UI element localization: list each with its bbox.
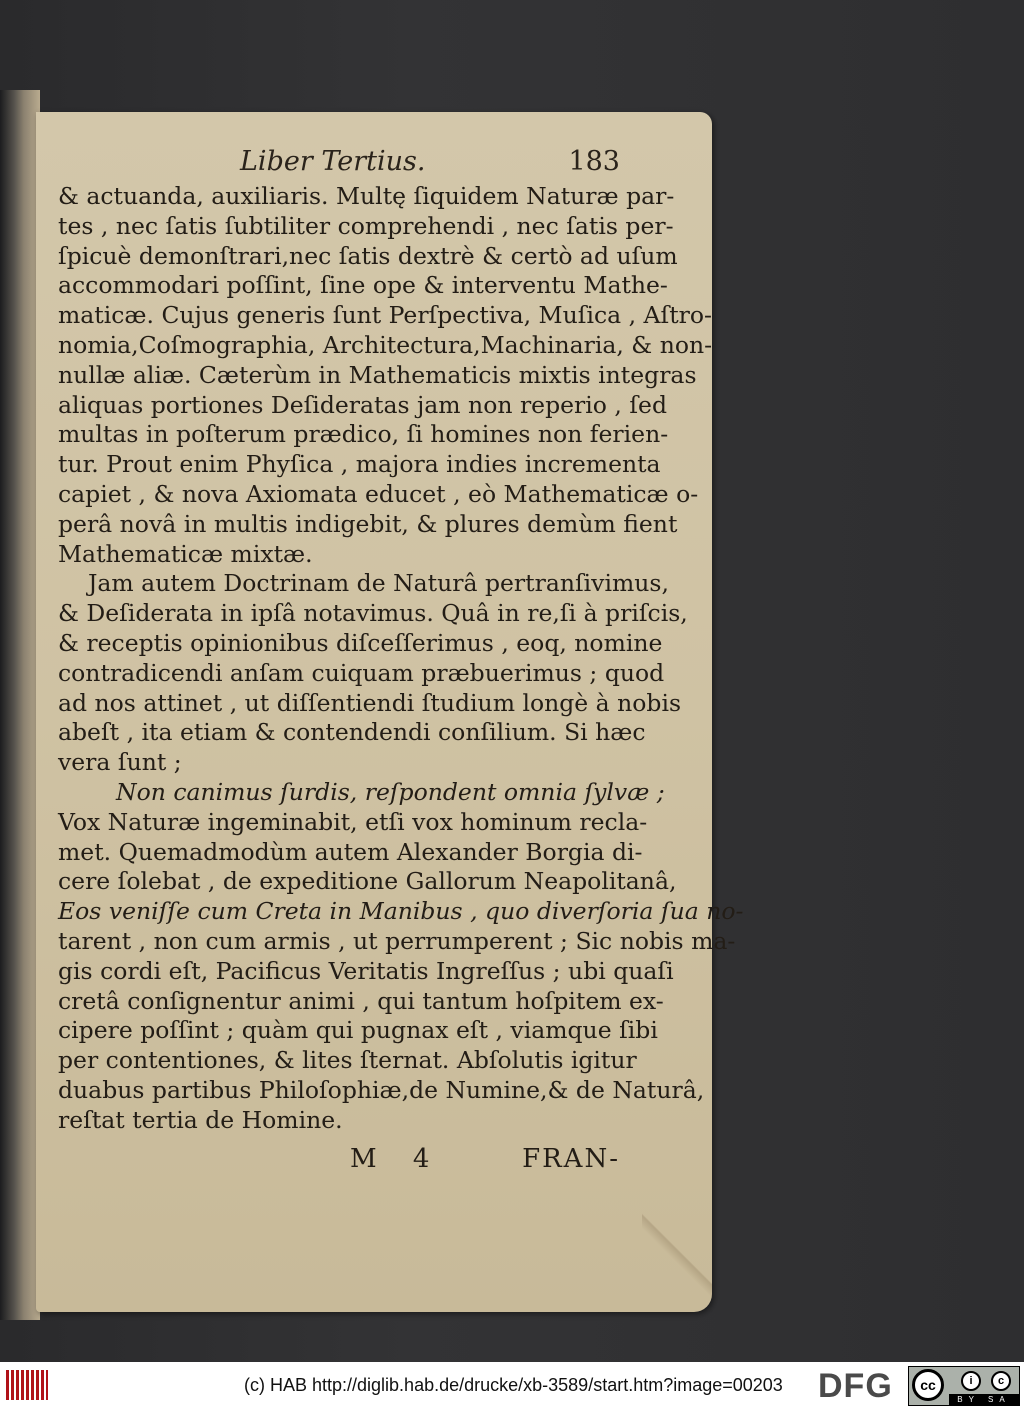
text-line: capiet , & nova Axiomata educet , eò Mathematicæ o-	[58, 479, 699, 508]
text-line: Jam autem Doctrinam de Naturâ pertranſivimus,	[88, 569, 669, 598]
text-line: tarent , non cum armis , ut perrumperent ; Sic nobis ma-	[58, 926, 736, 955]
license-strip: BY SA	[949, 1394, 1019, 1405]
text-line: reſtat tertia de Homine.	[58, 1105, 343, 1134]
text-line: aliquas portiones Deſideratas jam non reperio , ſed	[58, 390, 667, 419]
cc-icon: cc	[912, 1369, 944, 1401]
text-line: contradicendi anſam cuiquam præbuerimus ; quod	[58, 658, 665, 687]
text-line: cretâ conſignentur animi , qui tantum hoſpitem ex-	[58, 986, 664, 1015]
footer-bar	[0, 1362, 1024, 1409]
text-line: tur. Prout enim Phyſica , majora indies incrementa	[58, 450, 661, 479]
text-line: perâ novâ in multis indigebit, & plures demùm fient	[58, 509, 678, 538]
verse-line: Non canimus ſurdis, reſpondent omnia ſylvæ ;	[116, 777, 665, 806]
copyright-credit[interactable]: (c) HAB http://diglib.hab.de/drucke/xb-3589/start.htm?image=00203	[244, 1375, 783, 1395]
attribution-icon: i	[961, 1371, 981, 1391]
book-spine	[0, 90, 40, 1320]
text-line: Vox Naturæ ingeminabit, etſi vox hominum recla-	[58, 807, 648, 836]
signature-line	[350, 1144, 620, 1178]
text-line: duabus partibus Philoſophiæ,de Numine,& de Naturâ,	[58, 1075, 705, 1104]
text-line: cipere poſſint ; quàm qui pugnax eſt , viamque ſibi	[58, 1016, 658, 1045]
text-line: Mathematicæ mixtæ.	[58, 539, 313, 568]
running-head	[240, 146, 620, 186]
text-line: ad nos attinet , ut diſſentiendi ſtudium longè à nobis	[58, 688, 682, 717]
text-line: Eos veniſſe cum Creta in Manibus , quo diverſoria ſua no-	[58, 897, 744, 926]
running-title: Liber Tertius.	[240, 146, 426, 177]
page-number: 183	[568, 146, 620, 177]
text-line: per contentiones, & lites ſternat. Abſolutis igitur	[58, 1046, 637, 1075]
text-line: vera ſunt ;	[58, 748, 182, 777]
hab-logo-icon	[6, 1370, 48, 1400]
dfg-logo: DFG	[818, 1367, 893, 1405]
text-line: nomia,Coſmographia, Architectura,Machinaria, & non-	[58, 330, 713, 359]
text-line: cere ſolebat , de expeditione Gallorum Neapolitanâ,	[58, 867, 677, 896]
text-line: multas in poſterum prædico, ſi homines non ferien-	[58, 420, 669, 449]
body-text	[58, 182, 744, 1136]
text-line: abeſt , ita etiam & contendendi conſilium. Si hæc	[58, 718, 646, 747]
text-line: tes , nec ſatis ſubtiliter comprehendi , nec ſatis per-	[58, 211, 674, 240]
text-line: gis cordi eſt, Pacificus Veritatis Ingreſſus ; ubi quaſi	[58, 956, 674, 985]
cc-license-badge[interactable]	[908, 1366, 1020, 1406]
text-line: nullæ aliæ. Cæterùm in Mathematicis mixtis integras	[58, 360, 697, 389]
text-line: met. Quemadmodùm autem Alexander Borgia di-	[58, 837, 643, 866]
text-line: accommodari poſſint, ſine ope & interventu Mathe-	[58, 271, 668, 300]
text-line: & Deſiderata in ipſâ notavimus. Quâ in re,ſi à priſcis,	[58, 599, 688, 628]
text-line: maticæ. Cujus generis ſunt Perſpectiva, Muſica , Aſtro-	[58, 301, 712, 330]
signature-mark: M 4	[350, 1144, 444, 1174]
text-line: ſpicuè demonſtrari,nec ſatis dextrè & certò ad uſum	[58, 241, 678, 270]
catchword: FRAN-	[522, 1144, 620, 1174]
share-alike-icon: c	[991, 1371, 1011, 1391]
text-line: & receptis opinionibus diſceſſerimus , eoq, nomine	[58, 628, 663, 657]
text-line: & actuanda, auxiliaris. Multę ſiquidem Naturæ par-	[58, 182, 675, 210]
